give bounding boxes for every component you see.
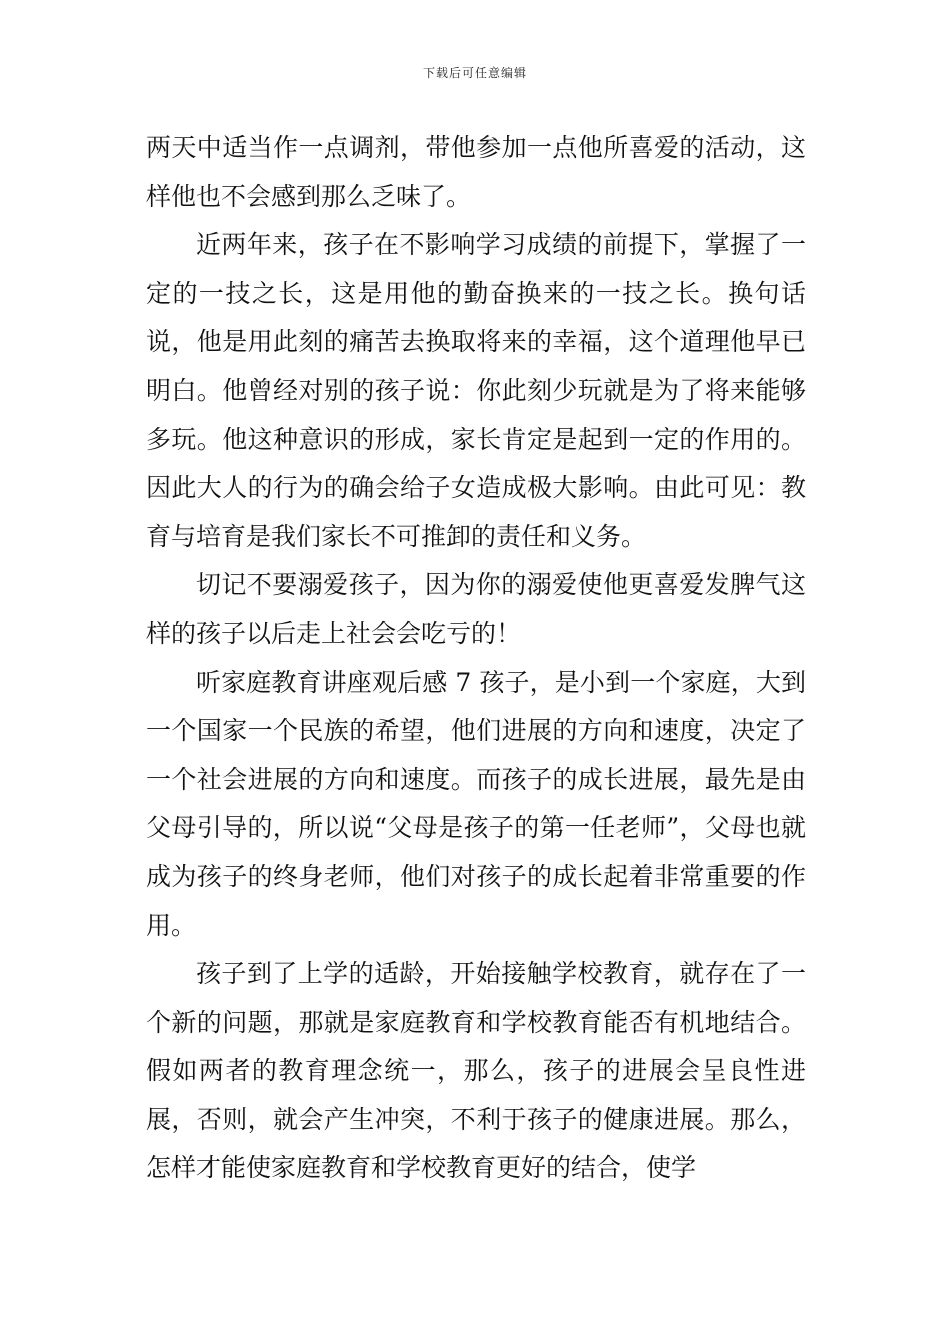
paragraph-5: 孩子到了上学的适龄，开始接触学校教育，就存在了一个新的问题，那就是家庭教育和学校教育能否有机地结合。假如两者的教育理念统一，那么，孩子的进展会呈良性进展，否则，就会产生冲突，不利于孩子的健康进展。那么，怎样才能使家庭教育和学校教育更好的结合，使学 — [146, 959, 806, 1183]
paragraph-3: 切记不要溺爱孩子，因为你的溺爱使他更喜爱发脾气这样的孩子以后走上社会会吃亏的！ — [146, 570, 806, 648]
page-header: 下载后可任意编辑 — [422, 66, 527, 80]
paragraph-2: 近两年来，孩子在不影响学习成绩的前提下，掌握了一定的一技之长，这是用他的勤奋换来的一技之长。换句话说，他是用此刻的痛苦去换取将来的幸福，这个道理他早已明白。他曾经对别的孩子说：你此刻少玩就是为了将来能够多玩。他这种意识的形成，家长肯定是起到一定的作用的。因此大人的行为的确会给子女造成极大影响。由此可见：教育与培育是我们家长不可推卸的责任和义务。 — [146, 230, 806, 551]
paragraph-4: 听家庭教育讲座观后感 7 孩子，是小到一个家庭，大到一个国家一个民族的希望，他们进展的方向和速度，决定了一个社会进展的方向和速度。而孩子的成长进展，最先是由父母引导的，所以说“父母是孩子的第一任老师”，父母也就成为孩子的终身老师，他们对孩子的成长起着非常重要的作用。 — [146, 667, 806, 940]
body-text — [146, 124, 806, 1193]
paragraph-1: 两天中适当作一点调剂，带他参加一点他所喜爱的活动，这样他也不会感到那么乏味了。 — [146, 133, 806, 211]
